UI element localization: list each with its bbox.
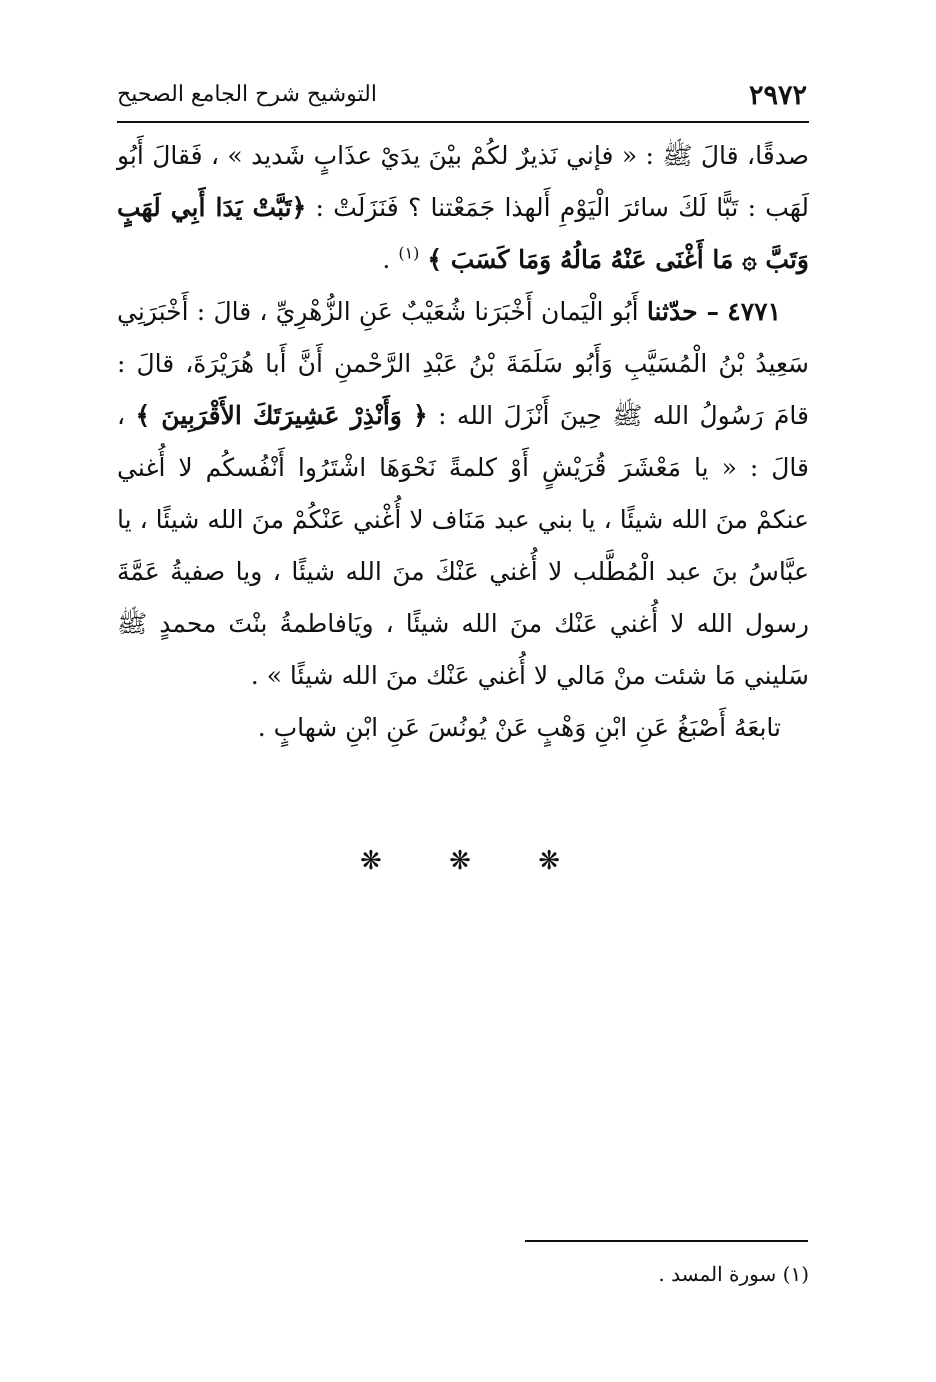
paragraph-2 [117, 286, 809, 702]
para3-text: تابعَهُ أَصْبَغُ عَنِ ابْنِ وَهْبٍ عَنْ يُونُسَ عَنِ ابْنِ شهابٍ . [257, 713, 781, 742]
hadith-opening: – حدّثنا [646, 297, 720, 326]
header-rule [117, 121, 809, 123]
quran-verse-1: ﴿تَبَّتْ يَدَا أَبِي لَهَبٍ وَتَبَّ ۞ مَا أَغْنَى عَنْهُ مَالُهُ وَمَا كَسَبَ ﴾ [117, 193, 809, 274]
footnote: (١) سورة المسد . [658, 1262, 809, 1286]
star-ornament-icon: ❋ [538, 846, 560, 876]
quran-verse-2: ﴿ وَأَنْذِرْ عَشِيرَتَكَ الأَقْرَبِينَ ﴾ [135, 401, 428, 430]
book-title: التوشيح شرح الجامع الصحيح [117, 82, 377, 107]
running-header [117, 80, 807, 120]
para1-end: . [382, 245, 399, 274]
footnote-reference: (١) [398, 243, 420, 263]
star-ornament-icon: ❋ [360, 846, 382, 876]
paragraph-3 [117, 702, 809, 754]
page-number: ٢٩٧٢ [748, 80, 807, 111]
paragraph-1 [117, 130, 809, 286]
para2-text-b: ، قالَ : « يا مَعْشَرَ قُرَيْشٍ أَوْ كلمةً نَحْوَهَا اشْتَرُوا أَنْفُسكُم لا أُغني عنكمْ منَ الله شيئًا ، يا بني عبد مَنَاف لا أُغْني عَنْكُمْ منَ الله شيئًا ، يا عبَّاسُ بنَ عبد الْمُطَّلب لا أُغني عَنْكَ منَ الله شيئًا ، ويا صفيةُ عَمَّةَ رسول الله لا أُغني عَنْك منَ الله شيئًا ، ويَافاطمةُ بنْتَ محمدٍ ﷺ سَليني مَا شئت منْ مَالي لا أُغني عَنْك منَ الله شيئًا » . [117, 401, 809, 690]
footnote-rule [525, 1240, 808, 1242]
para2-text-a: أَبُو الْيَمان أَخْبَرَنا شُعَيْبٌ عَنِ الزُّهْرِيِّ ، قالَ : أَخْبَرَنِي سَعِيدُ بْنُ الْمُسَيَّبِ وَأَبُو سَلَمَةَ بْنُ عَبْدِ الرَّحْمنِ أَنَّ أَبا هُرَيْرَةَ، قالَ : قامَ رَسُولُ الله ﷺ حِينَ أَنْزَلَ الله : [117, 297, 809, 430]
hadith-number: ٤٧٧١ [727, 297, 781, 326]
star-ornament-icon: ❋ [449, 846, 471, 876]
section-separator [360, 846, 560, 886]
para1-text: صدقًا، قالَ ﷺ : « فإني نَذيرٌ لكُمْ بيْنَ يدَيْ عذَابٍ شَديد » ، فَقالَ أَبُو لَهَب : تَبًّا لَكَ سائرَ الْيَوْمِ أَلهذا جَمَعْتنا ؟ فَنَزَلَتْ : [117, 141, 809, 222]
main-text [117, 130, 809, 754]
